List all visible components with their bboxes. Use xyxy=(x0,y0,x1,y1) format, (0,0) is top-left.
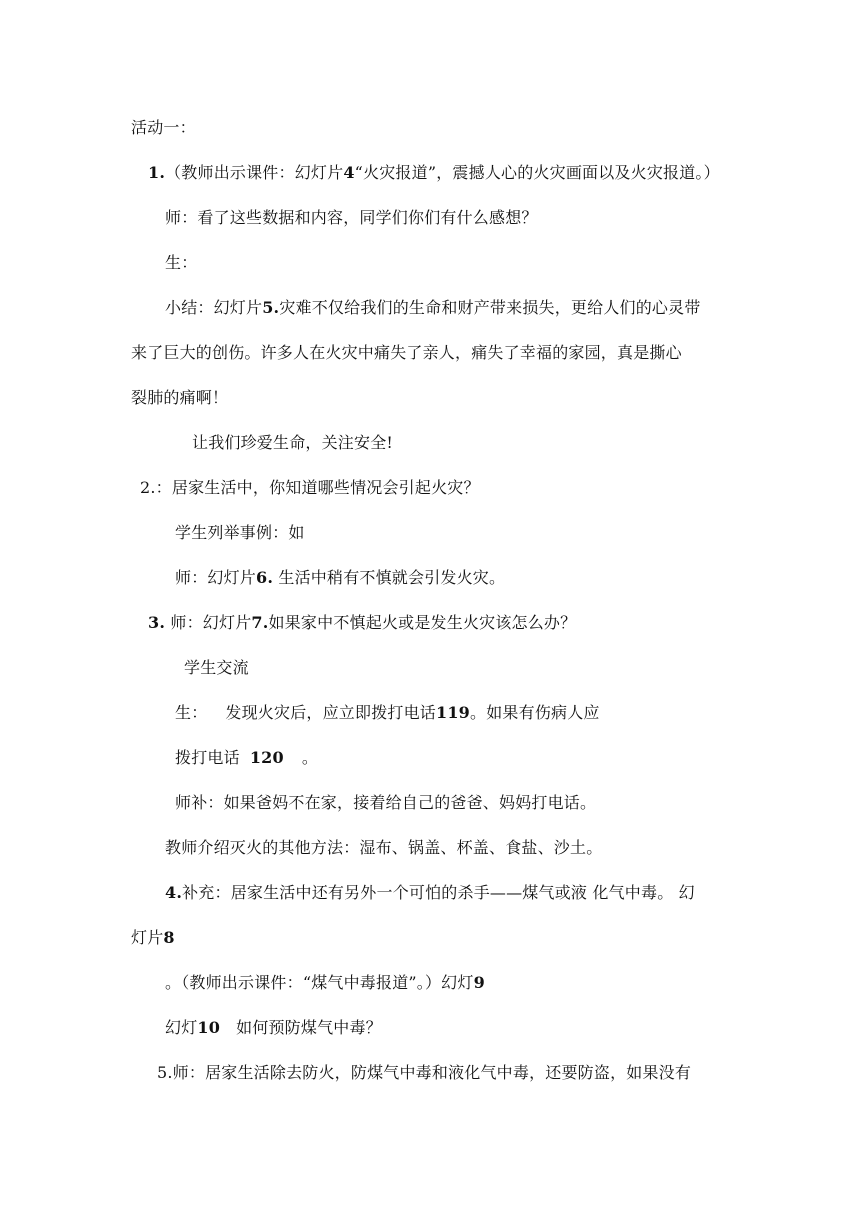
item-4-line-3: 。（教师出示课件：“煤气中毒报道”。）幻灯9 xyxy=(165,973,485,992)
student-response: 生： xyxy=(165,253,198,272)
item-4-line-1: 4.补充：居家生活中还有另外一个可怕的杀手——煤气或液 化气中毒。 幻 xyxy=(165,883,695,902)
item-number: 4. xyxy=(165,883,183,902)
item-1: 1.（教师出示课件：幻灯片4“火灾报道”，震撼人心的火灾画面以及火灾报道。） xyxy=(148,163,720,182)
item-number: 2. xyxy=(140,478,156,497)
slide-10-question: 幻灯10 如何预防煤气中毒？ xyxy=(165,1018,382,1037)
teacher-supplement: 师补：如果爸妈不在家，接着给自己的爸爸、妈妈打电话。 xyxy=(175,793,597,812)
item-number: 3. xyxy=(148,613,166,632)
item-4-line-2: 灯片8 xyxy=(131,928,175,947)
item-2: 2.：居家生活中，你知道哪些情况会引起火灾？ xyxy=(140,478,480,497)
summary-line-1: 小结：幻灯片5.灾难不仅给我们的生命和财产带来损失，更给人们的心灵带 xyxy=(165,298,701,317)
safety-slogan: 让我们珍爱生命，关注安全! xyxy=(192,433,394,452)
item-5: 5.师：居家生活除去防火，防煤气中毒和液化气中毒，还要防盗，如果没有 xyxy=(157,1063,692,1082)
student-examples: 学生列举事例：如 xyxy=(175,523,305,542)
activity-heading: 活动一： xyxy=(131,118,196,137)
summary-line-2: 来了巨大的创伤。许多人在火灾中痛失了亲人，痛失了幸福的家园，真是撕心 xyxy=(131,343,682,362)
student-answer-line-1: 生： 发现火灾后，应立即拨打电话119。如果有伤病人应 xyxy=(175,703,600,722)
student-exchange: 学生交流 xyxy=(184,658,249,677)
teacher-slide-6: 师：幻灯片6. 生活中稍有不慎就会引发火灾。 xyxy=(175,568,506,587)
student-answer-line-2: 拨打电话 120 。 xyxy=(175,748,319,767)
teacher-methods: 教师介绍灭火的其他方法：湿布、锅盖、杯盖、食盐、沙土。 xyxy=(165,838,603,857)
teacher-question: 师：看了这些数据和内容，同学们你们有什么感想？ xyxy=(165,208,538,227)
item-3: 3. 师：幻灯片7.如果家中不慎起火或是发生火灾该怎么办？ xyxy=(148,613,577,632)
item-number: 1. xyxy=(148,163,166,182)
item-number: 5. xyxy=(157,1063,173,1082)
summary-line-3: 裂肺的痛啊！ xyxy=(131,388,229,407)
